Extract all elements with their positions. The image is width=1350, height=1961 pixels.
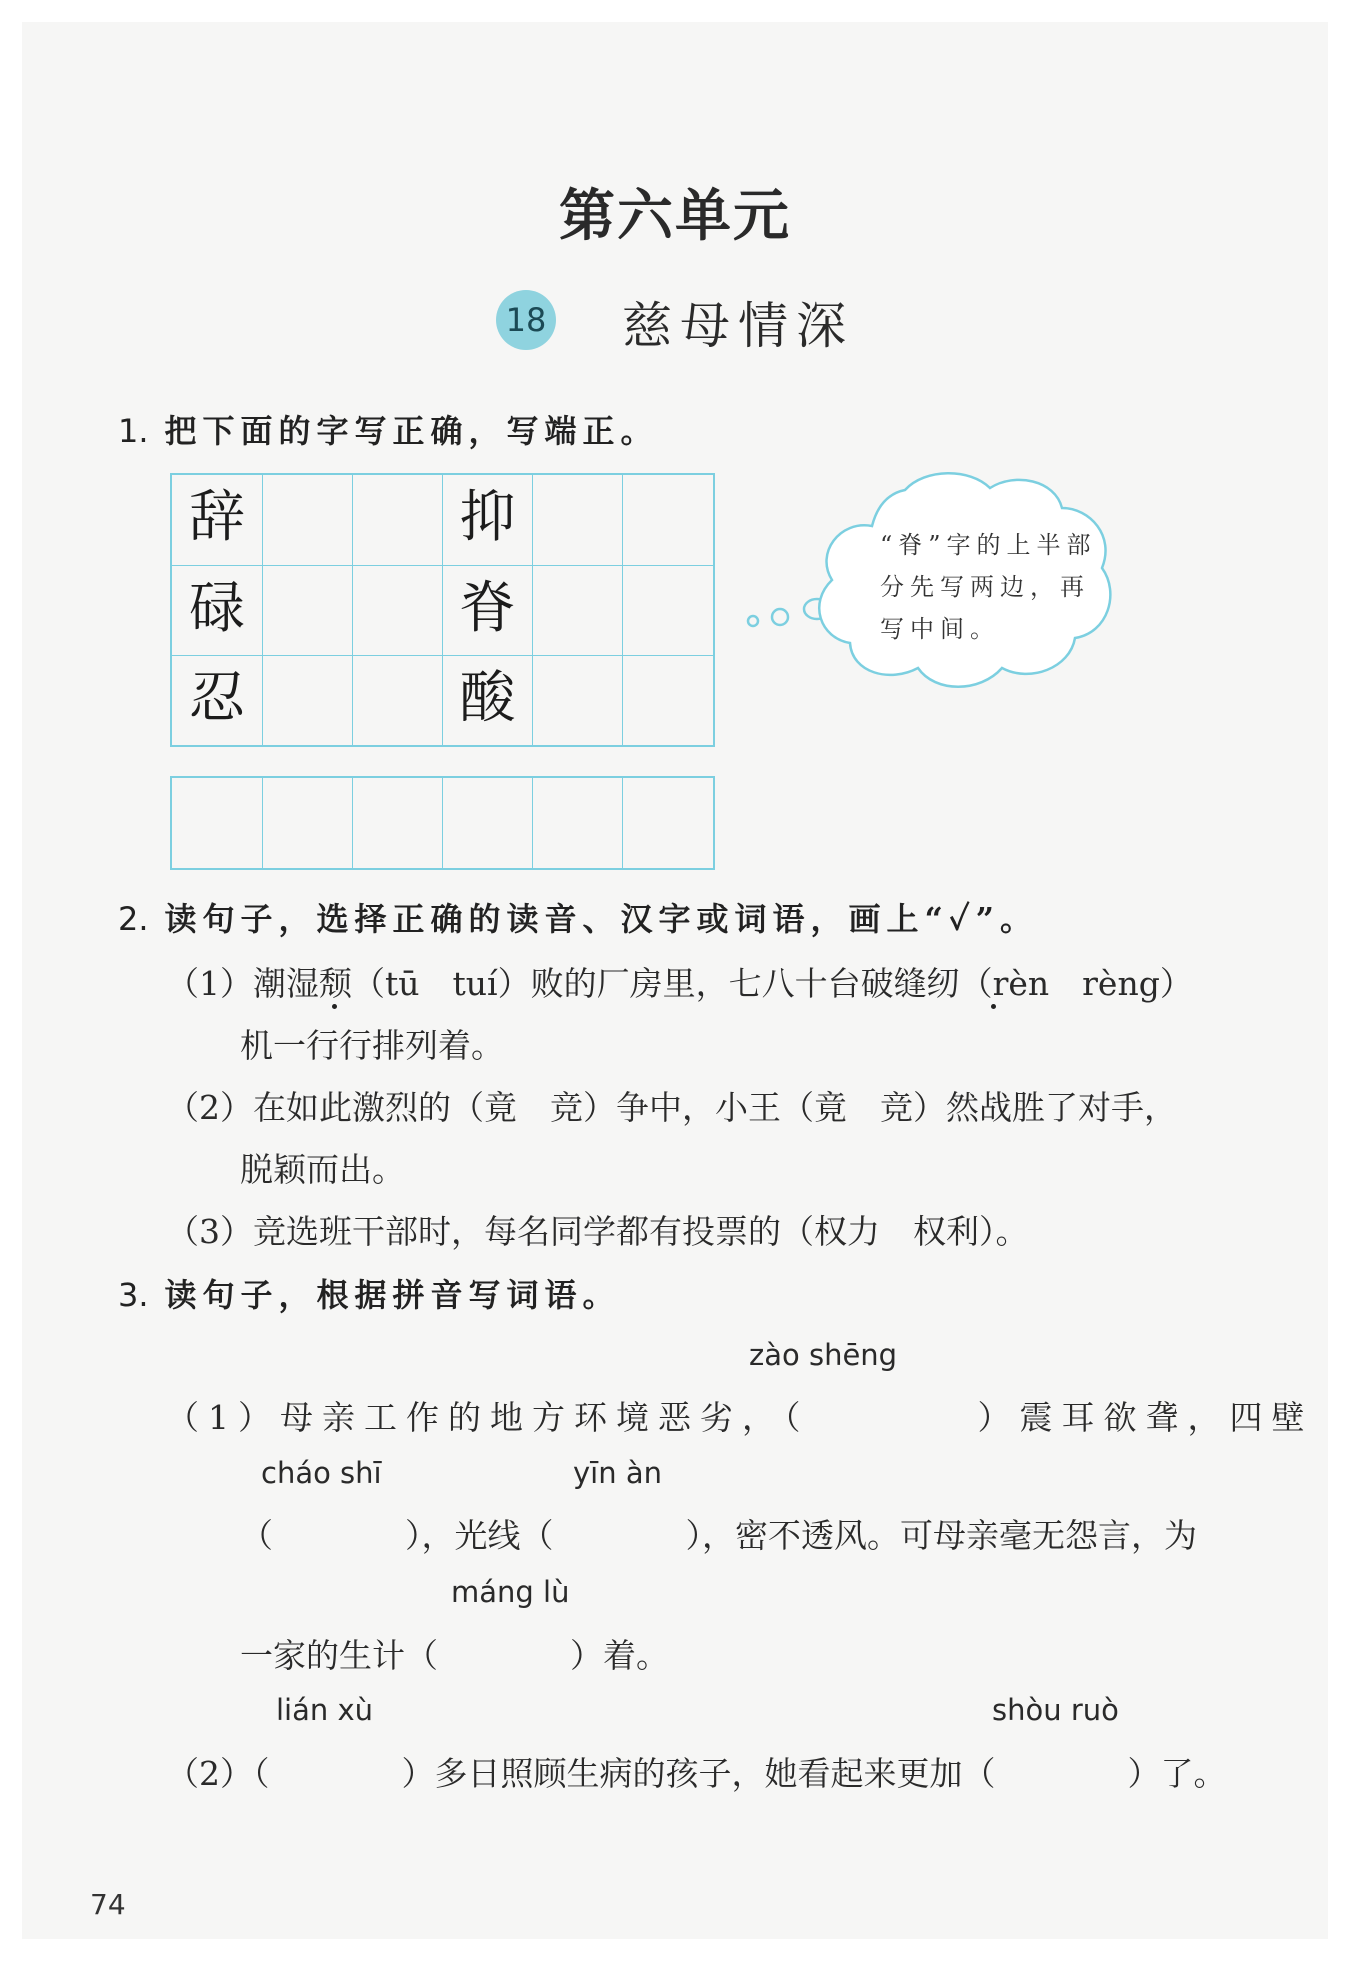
page-number: 74 xyxy=(90,1888,126,1921)
grid-char: 碌 xyxy=(172,566,263,656)
grid-cell-empty[interactable] xyxy=(353,566,443,656)
question-prompt: 把下面的字写正确，写端正。 xyxy=(164,412,659,450)
grid-cell-empty[interactable] xyxy=(263,475,353,566)
grid-cell-empty[interactable] xyxy=(533,566,623,656)
q3-item-1-line-2: （ ），光线（ ），密不透风。可母亲毫无怨言，为 xyxy=(240,1516,1197,1555)
unit-title: 第六单元 xyxy=(559,183,791,249)
grid-cell-empty[interactable] xyxy=(353,475,443,566)
grid-cell-empty[interactable] xyxy=(172,778,263,868)
q2-item-2-line-1: （2）在如此激烈的（竟 竞）争中，小王（竟 竞）然战胜了对手， xyxy=(166,1088,1177,1127)
question-number: 2. xyxy=(118,900,149,938)
grid-cell-empty[interactable] xyxy=(533,778,623,868)
grid-cell-empty[interactable] xyxy=(623,566,713,656)
q2-item-3-line-1: （3）竞选班干部时，每名同学都有投票的（权力 权利）。 xyxy=(166,1212,1029,1251)
question-number: 1. xyxy=(118,412,149,450)
question-2-heading xyxy=(118,894,1038,940)
emphasis-dot xyxy=(991,1004,996,1009)
question-1-heading xyxy=(118,406,659,452)
pinyin-hint: shòu ruò xyxy=(992,1693,1119,1727)
writing-grid-top xyxy=(170,473,715,747)
grid-cell-empty[interactable] xyxy=(263,656,353,745)
tip-text: “脊”字的上半部分先写两边，再写中间。 xyxy=(880,531,1097,643)
grid-cell-empty[interactable] xyxy=(533,656,623,745)
pinyin-hint: yīn àn xyxy=(573,1456,662,1490)
grid-cell-empty[interactable] xyxy=(533,475,623,566)
grid-char: 脊 xyxy=(443,566,533,656)
pinyin-hint: zào shēng xyxy=(749,1338,898,1372)
q2-item-1-line-1: （1）潮湿颓（tū tuí）败的厂房里，七八十台破缝纫（rèn rèng） xyxy=(166,964,1193,1003)
grid-cell-empty[interactable] xyxy=(623,778,713,868)
lesson-number-badge: 18 xyxy=(496,290,556,350)
question-prompt: 读句子，根据拼音写词语。 xyxy=(164,1276,621,1314)
question-prompt: 读句子，选择正确的读音、汉字或词语，画上“✓”。 xyxy=(164,900,1038,938)
q3-item-1-line-3: 一家的生计（ ）着。 xyxy=(240,1636,669,1675)
q3-item-1-line-1: （1）母亲工作的地方环境恶劣，（ ）震耳欲聋，四壁 xyxy=(166,1398,1314,1437)
grid-char: 抑 xyxy=(443,475,533,566)
q2-item-1-line-2: 机一行行排列着。 xyxy=(240,1026,504,1065)
grid-char: 辞 xyxy=(172,475,263,566)
grid-cell-empty[interactable] xyxy=(353,656,443,745)
grid-cell-empty[interactable] xyxy=(623,656,713,745)
lesson-title: 慈母情深 xyxy=(622,297,854,355)
grid-cell-empty[interactable] xyxy=(623,475,713,566)
grid-cell-empty[interactable] xyxy=(263,566,353,656)
pinyin-hint: máng lù xyxy=(451,1575,570,1609)
q2-item-2-line-2: 脱颖而出。 xyxy=(240,1150,405,1189)
q3-item-2-line-1: （2）（ ）多日照顾生病的孩子，她看起来更加（ ）了。 xyxy=(166,1754,1227,1793)
grid-char: 忍 xyxy=(172,656,263,745)
pinyin-hint: lián xù xyxy=(276,1693,374,1727)
grid-cell-empty[interactable] xyxy=(443,778,533,868)
grid-cell-empty[interactable] xyxy=(263,778,353,868)
question-number: 3. xyxy=(118,1276,149,1314)
pinyin-hint: cháo shī xyxy=(261,1456,382,1490)
question-3-heading xyxy=(118,1270,621,1316)
grid-char: 酸 xyxy=(443,656,533,745)
emphasis-dot xyxy=(332,1004,337,1009)
writing-grid-bottom xyxy=(170,776,715,870)
grid-cell-empty[interactable] xyxy=(353,778,443,868)
